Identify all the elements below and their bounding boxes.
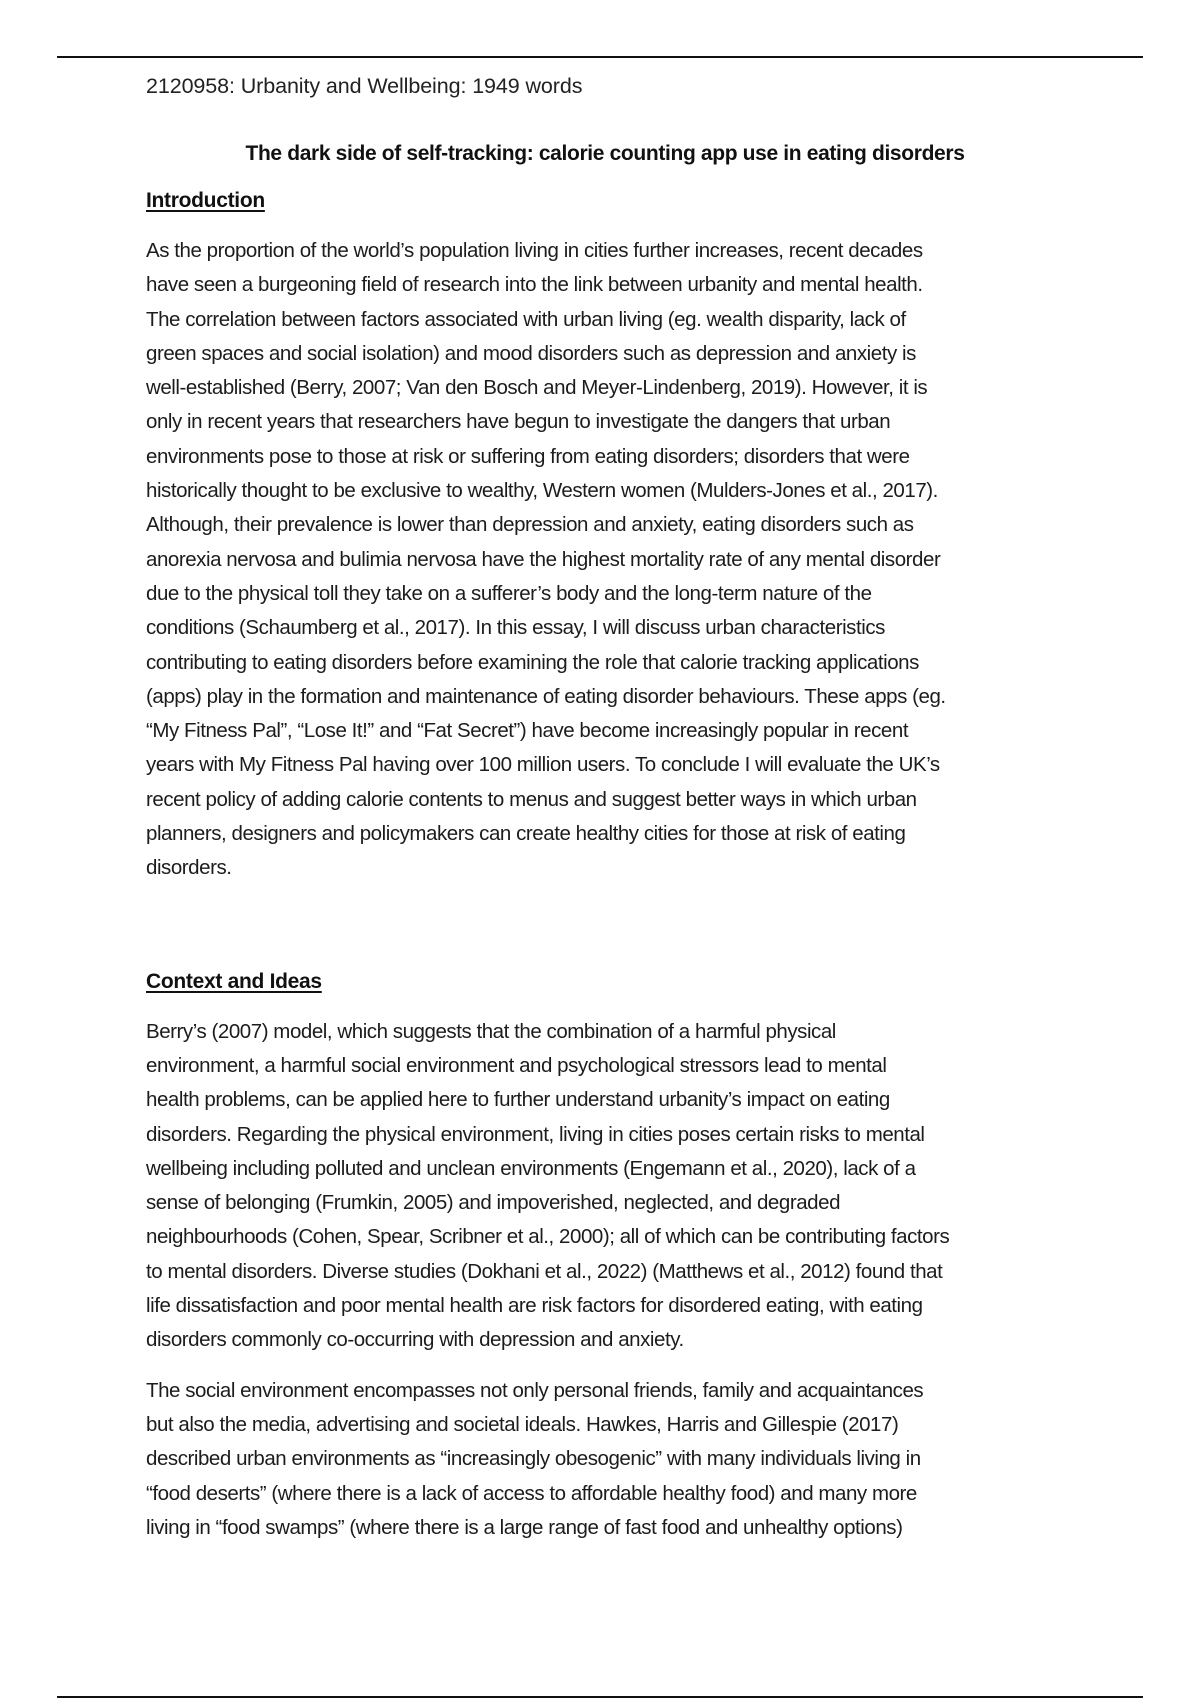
text-line: to mental disorders. Diverse studies (Dokhani et al., 2022) (Matthews et al., 2012) found that xyxy=(146,1259,943,1283)
text-line: (apps) play in the formation and maintenance of eating disorder behaviours. These apps (eg. xyxy=(146,684,946,708)
text-line: “My Fitness Pal”, “Lose It!” and “Fat Secret”) have become increasingly popular in recent xyxy=(146,719,909,743)
text-line: environments pose to those at risk or suffering from eating disorders; disorders that were xyxy=(146,444,910,468)
text-line: anorexia nervosa and bulimia nervosa have the highest mortality rate of any mental disorder xyxy=(146,547,941,571)
document-title: The dark side of self-tracking: calorie counting app use in eating disorders xyxy=(245,142,965,165)
text-line: “food deserts” (where there is a lack of access to affordable healthy food) and many more xyxy=(146,1481,917,1505)
text-line: contributing to eating disorders before examining the role that calorie tracking applications xyxy=(146,650,919,674)
top-rule xyxy=(57,56,1143,58)
text-line: planners, designers and policymakers can create healthy cities for those at risk of eating xyxy=(146,822,906,846)
text-line: disorders. xyxy=(146,856,232,880)
text-line: Berry’s (2007) model, which suggests that the combination of a harmful physical xyxy=(146,1019,836,1043)
text-line: wellbeing including polluted and unclean environments (Engemann et al., 2020), lack of a xyxy=(146,1156,916,1180)
document-header: 2120958: Urbanity and Wellbeing: 1949 words xyxy=(146,74,583,98)
text-line: green spaces and social isolation) and mood disorders such as depression and anxiety is xyxy=(146,341,916,365)
text-line: disorders. Regarding the physical environment, living in cities poses certain risks to mental xyxy=(146,1122,925,1146)
text-line: historically thought to be exclusive to wealthy, Western women (Mulders-Jones et al., 2017). xyxy=(146,479,938,503)
text-line: living in “food swamps” (where there is a large range of fast food and unhealthy options) xyxy=(146,1515,903,1539)
text-line: Although, their prevalence is lower than depression and anxiety, eating disorders such as xyxy=(146,513,914,537)
document-page xyxy=(146,66,1064,1545)
text-line: sense of belonging (Frumkin, 2005) and impoverished, neglected, and degraded xyxy=(146,1191,841,1215)
text-line: life dissatisfaction and poor mental health are risk factors for disordered eating, with eating xyxy=(146,1294,923,1318)
text-line: only in recent years that researchers have begun to investigate the dangers that urban xyxy=(146,410,891,434)
text-line: environment, a harmful social environment and psychological stressors lead to mental xyxy=(146,1053,887,1077)
text-line: conditions (Schaumberg et al., 2017). In this essay, I will discuss urban characteristics xyxy=(146,616,885,640)
text-line: The social environment encompasses not only personal friends, family and acquaintances xyxy=(146,1378,924,1402)
bottom-rule xyxy=(57,1696,1143,1698)
paragraph xyxy=(146,1374,1064,1545)
text-line: have seen a burgeoning field of research into the link between urbanity and mental health. xyxy=(146,273,923,297)
section-heading-introduction: Introduction xyxy=(146,189,265,212)
text-line: The correlation between factors associated with urban living (eg. wealth disparity, lack of xyxy=(146,307,906,331)
text-line: neighbourhoods (Cohen, Spear, Scribner et al., 2000); all of which can be contributing factors xyxy=(146,1225,950,1249)
text-line: health problems, can be applied here to further understand urbanity’s impact on eating xyxy=(146,1088,890,1112)
paragraph xyxy=(146,234,1064,886)
paragraph xyxy=(146,1015,1064,1358)
section-heading-context-and-ideas: Context and Ideas xyxy=(146,969,322,993)
text-line: well-established (Berry, 2007; Van den Bosch and Meyer-Lindenberg, 2019). However, it is xyxy=(146,376,928,400)
text-line: described urban environments as “increasingly obesogenic” with many individuals living in xyxy=(146,1447,921,1471)
text-line: years with My Fitness Pal having over 100 million users. To conclude I will evaluate the UK’s xyxy=(146,753,940,777)
text-line: As the proportion of the world’s population living in cities further increases, recent decades xyxy=(146,239,923,262)
text-line: due to the physical toll they take on a sufferer’s body and the long-term nature of the xyxy=(146,581,872,605)
text-line: but also the media, advertising and societal ideals. Hawkes, Harris and Gillespie (2017) xyxy=(146,1412,899,1436)
text-line: disorders commonly co-occurring with depression and anxiety. xyxy=(146,1328,684,1352)
text-line: recent policy of adding calorie contents to menus and suggest better ways in which urban xyxy=(146,787,917,811)
